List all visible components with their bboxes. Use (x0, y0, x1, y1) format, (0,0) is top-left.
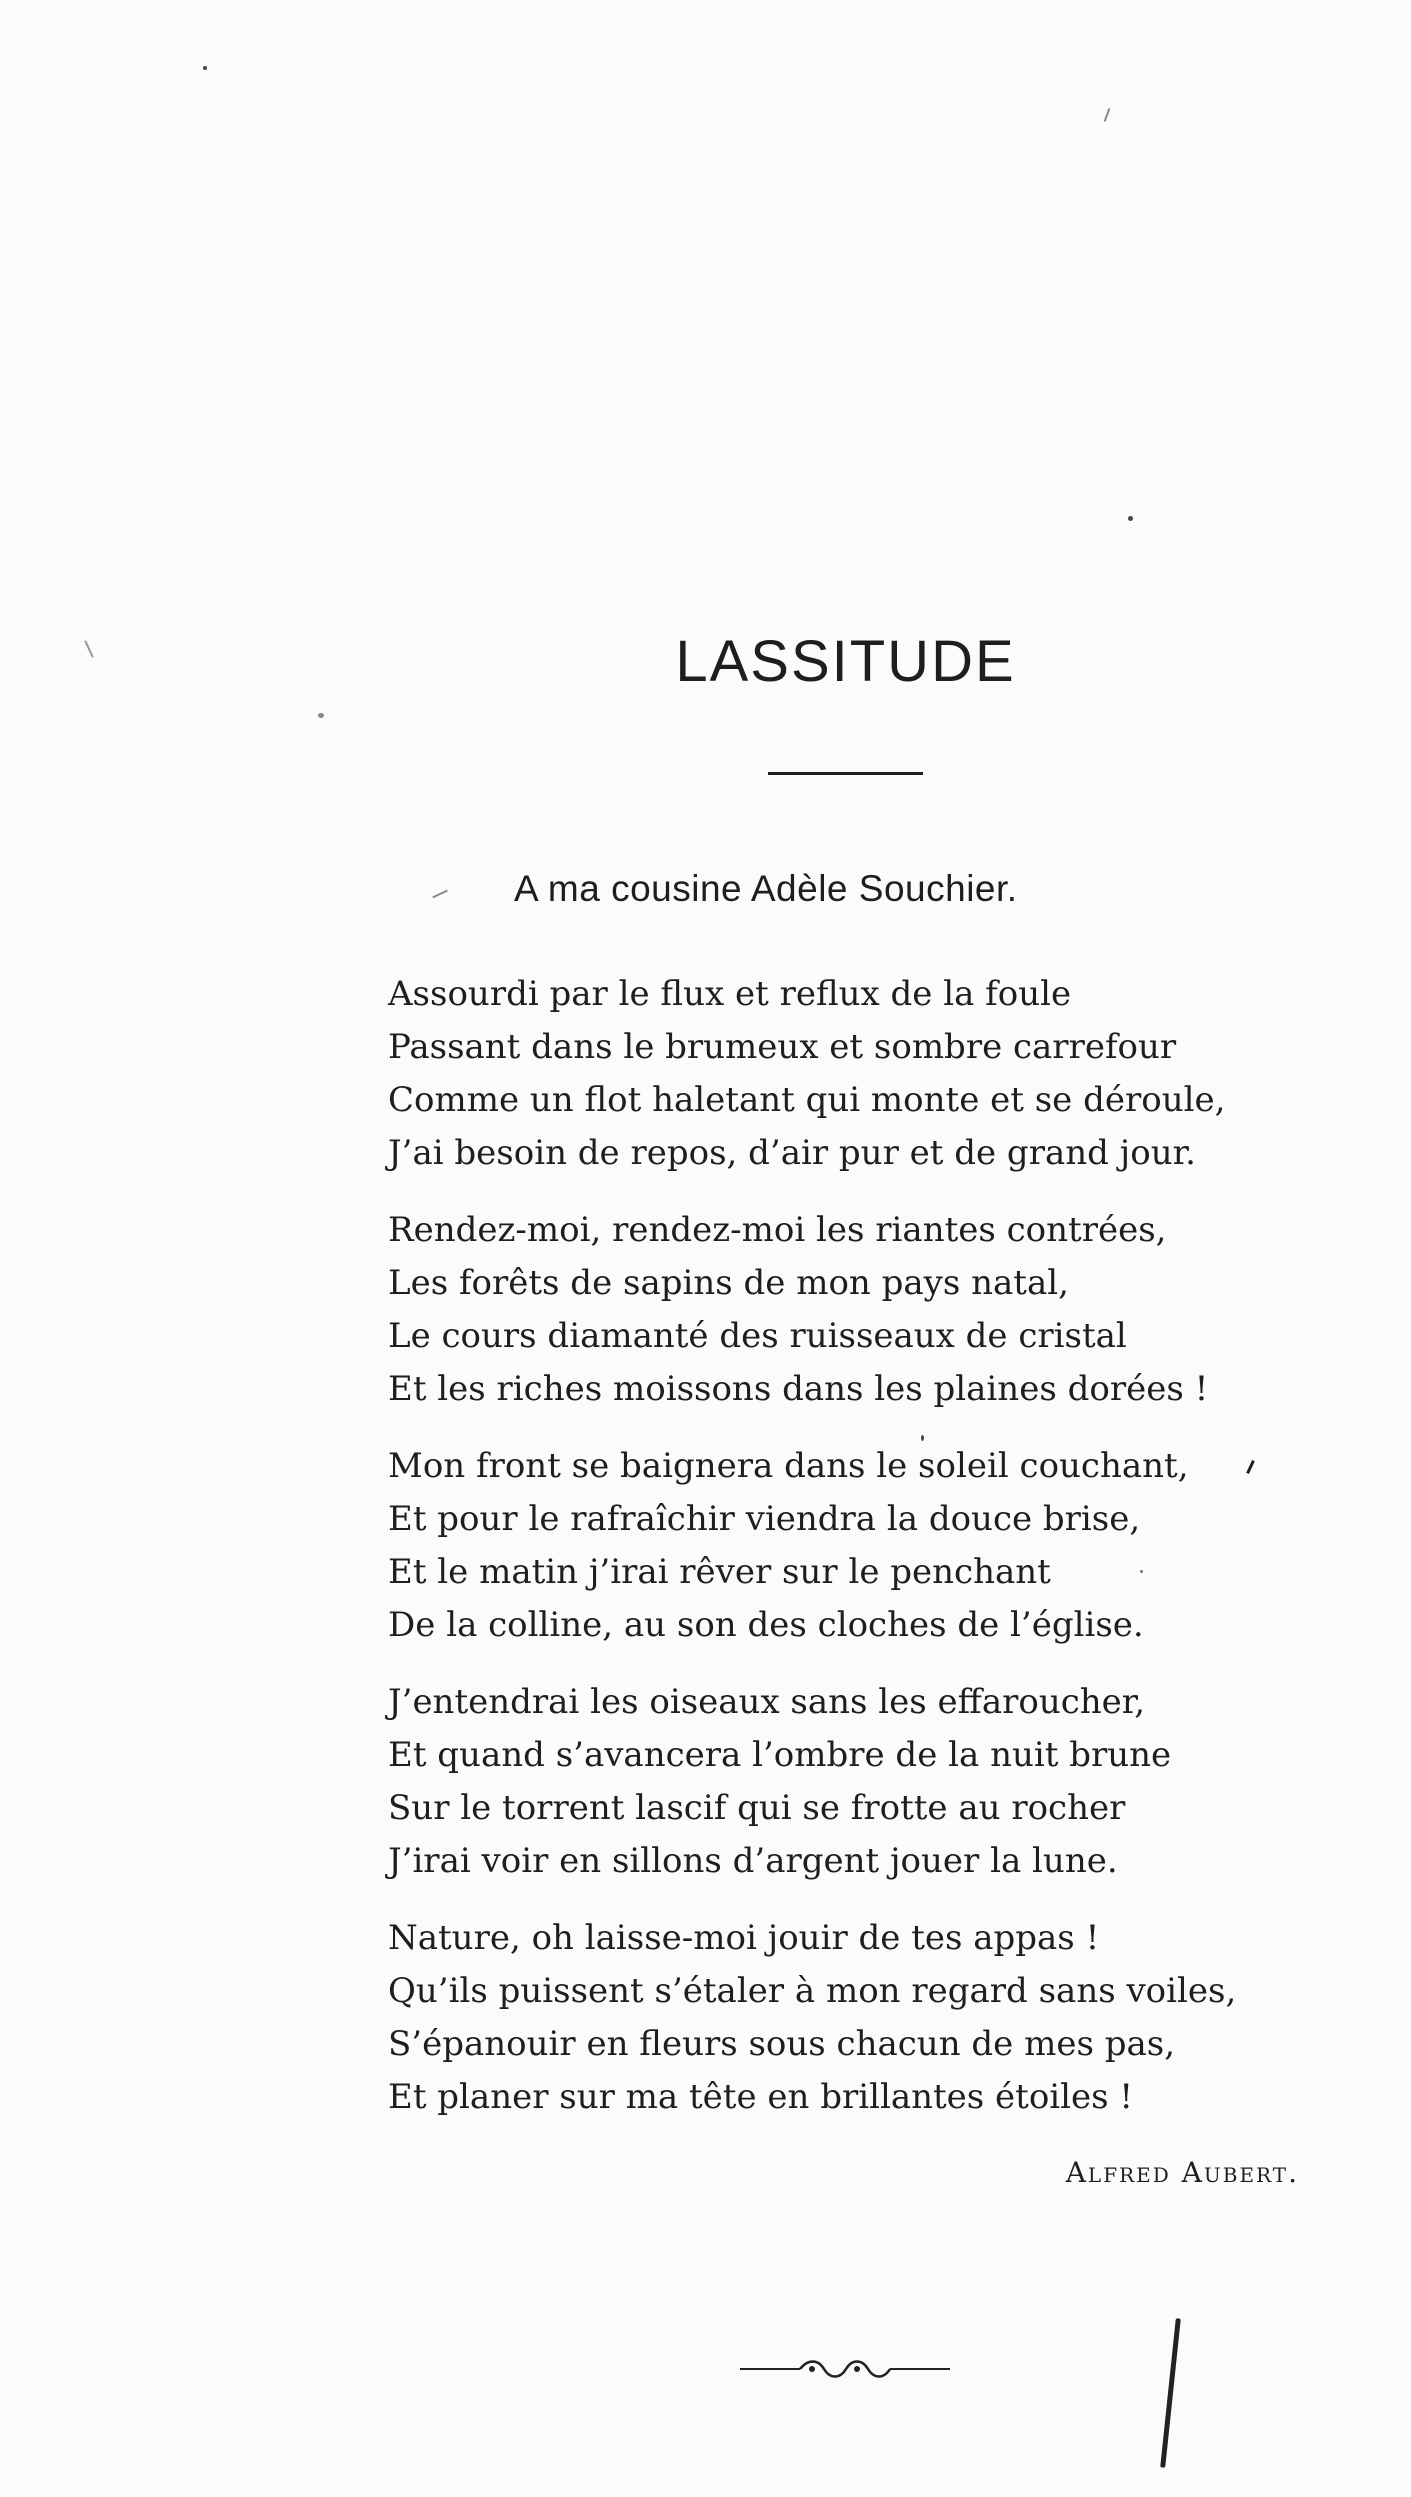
verse-line: Le cours diamanté des ruisseaux de cristal (388, 1316, 1127, 1356)
scan-mark (432, 890, 447, 899)
verse-line: S’épanouir en fleurs sous chacun de mes pas, (388, 2024, 1176, 2064)
scan-speck (203, 66, 207, 70)
poem-dedication: A ma cousine Adèle Souchier. (514, 868, 1018, 909)
verse-line: Nature, oh laisse-moi jouir de tes appas ! (388, 1918, 1100, 1958)
stanza-4 (388, 1676, 1288, 1888)
scan-mark (1160, 2318, 1181, 2468)
verse-line: J’ai besoin de repos, d’air pur et de grand jour. (388, 1133, 1196, 1173)
verse-line: Les forêts de sapins de mon pays natal, (388, 1263, 1069, 1303)
poem-author: Alfred Aubert. (1065, 2156, 1299, 2189)
verse-line: Passant dans le brumeux et sombre carrefour (388, 1027, 1177, 1067)
verse-line: Mon front se baignera dans le soleil couchant, (388, 1446, 1189, 1486)
verse-line: De la colline, au son des cloches de l’église. (388, 1605, 1144, 1645)
scan-mark (1104, 108, 1111, 122)
verse-line: Qu’ils puissent s’étaler à mon regard sans voiles, (388, 1971, 1237, 2011)
verse-line: Rendez-moi, rendez-moi les riantes contrées, (388, 1210, 1167, 1250)
stanza-3 (388, 1440, 1288, 1652)
verse-line: Et planer sur ma tête en brillantes étoiles ! (388, 2077, 1134, 2117)
stanza-1 (388, 968, 1288, 1180)
scan-speck (1128, 516, 1133, 521)
poem-title: LASSITUDE (675, 629, 1016, 694)
verse-line: Comme un flot haletant qui monte et se déroule, (388, 1080, 1226, 1120)
scan-speck (318, 713, 324, 718)
verse-line: Et le matin j’irai rêver sur le penchant (388, 1552, 1051, 1592)
verse-line: J’entendrai les oiseaux sans les effaroucher, (388, 1682, 1146, 1722)
verse-line: Assourdi par le flux et reflux de la foule (388, 974, 1072, 1014)
scan-speck (921, 1435, 924, 1441)
title-divider (768, 772, 923, 775)
stanza-5 (388, 1912, 1288, 2124)
verse-line: Et les riches moissons dans les plaines dorées ! (388, 1369, 1209, 1409)
verse-line: Et pour le rafraîchir viendra la douce brise, (388, 1499, 1141, 1539)
verse-line: J’irai voir en sillons d’argent jouer la lune. (388, 1841, 1118, 1881)
verse-line: Sur le torrent lascif qui se frotte au rocher (388, 1788, 1126, 1828)
stanza-2 (388, 1204, 1288, 1416)
scan-speck (1140, 1570, 1143, 1573)
verse-line: Et quand s’avancera l’ombre de la nuit brune (388, 1735, 1172, 1775)
tailpiece-ornament (740, 2357, 950, 2381)
poem-body (388, 968, 1288, 2148)
